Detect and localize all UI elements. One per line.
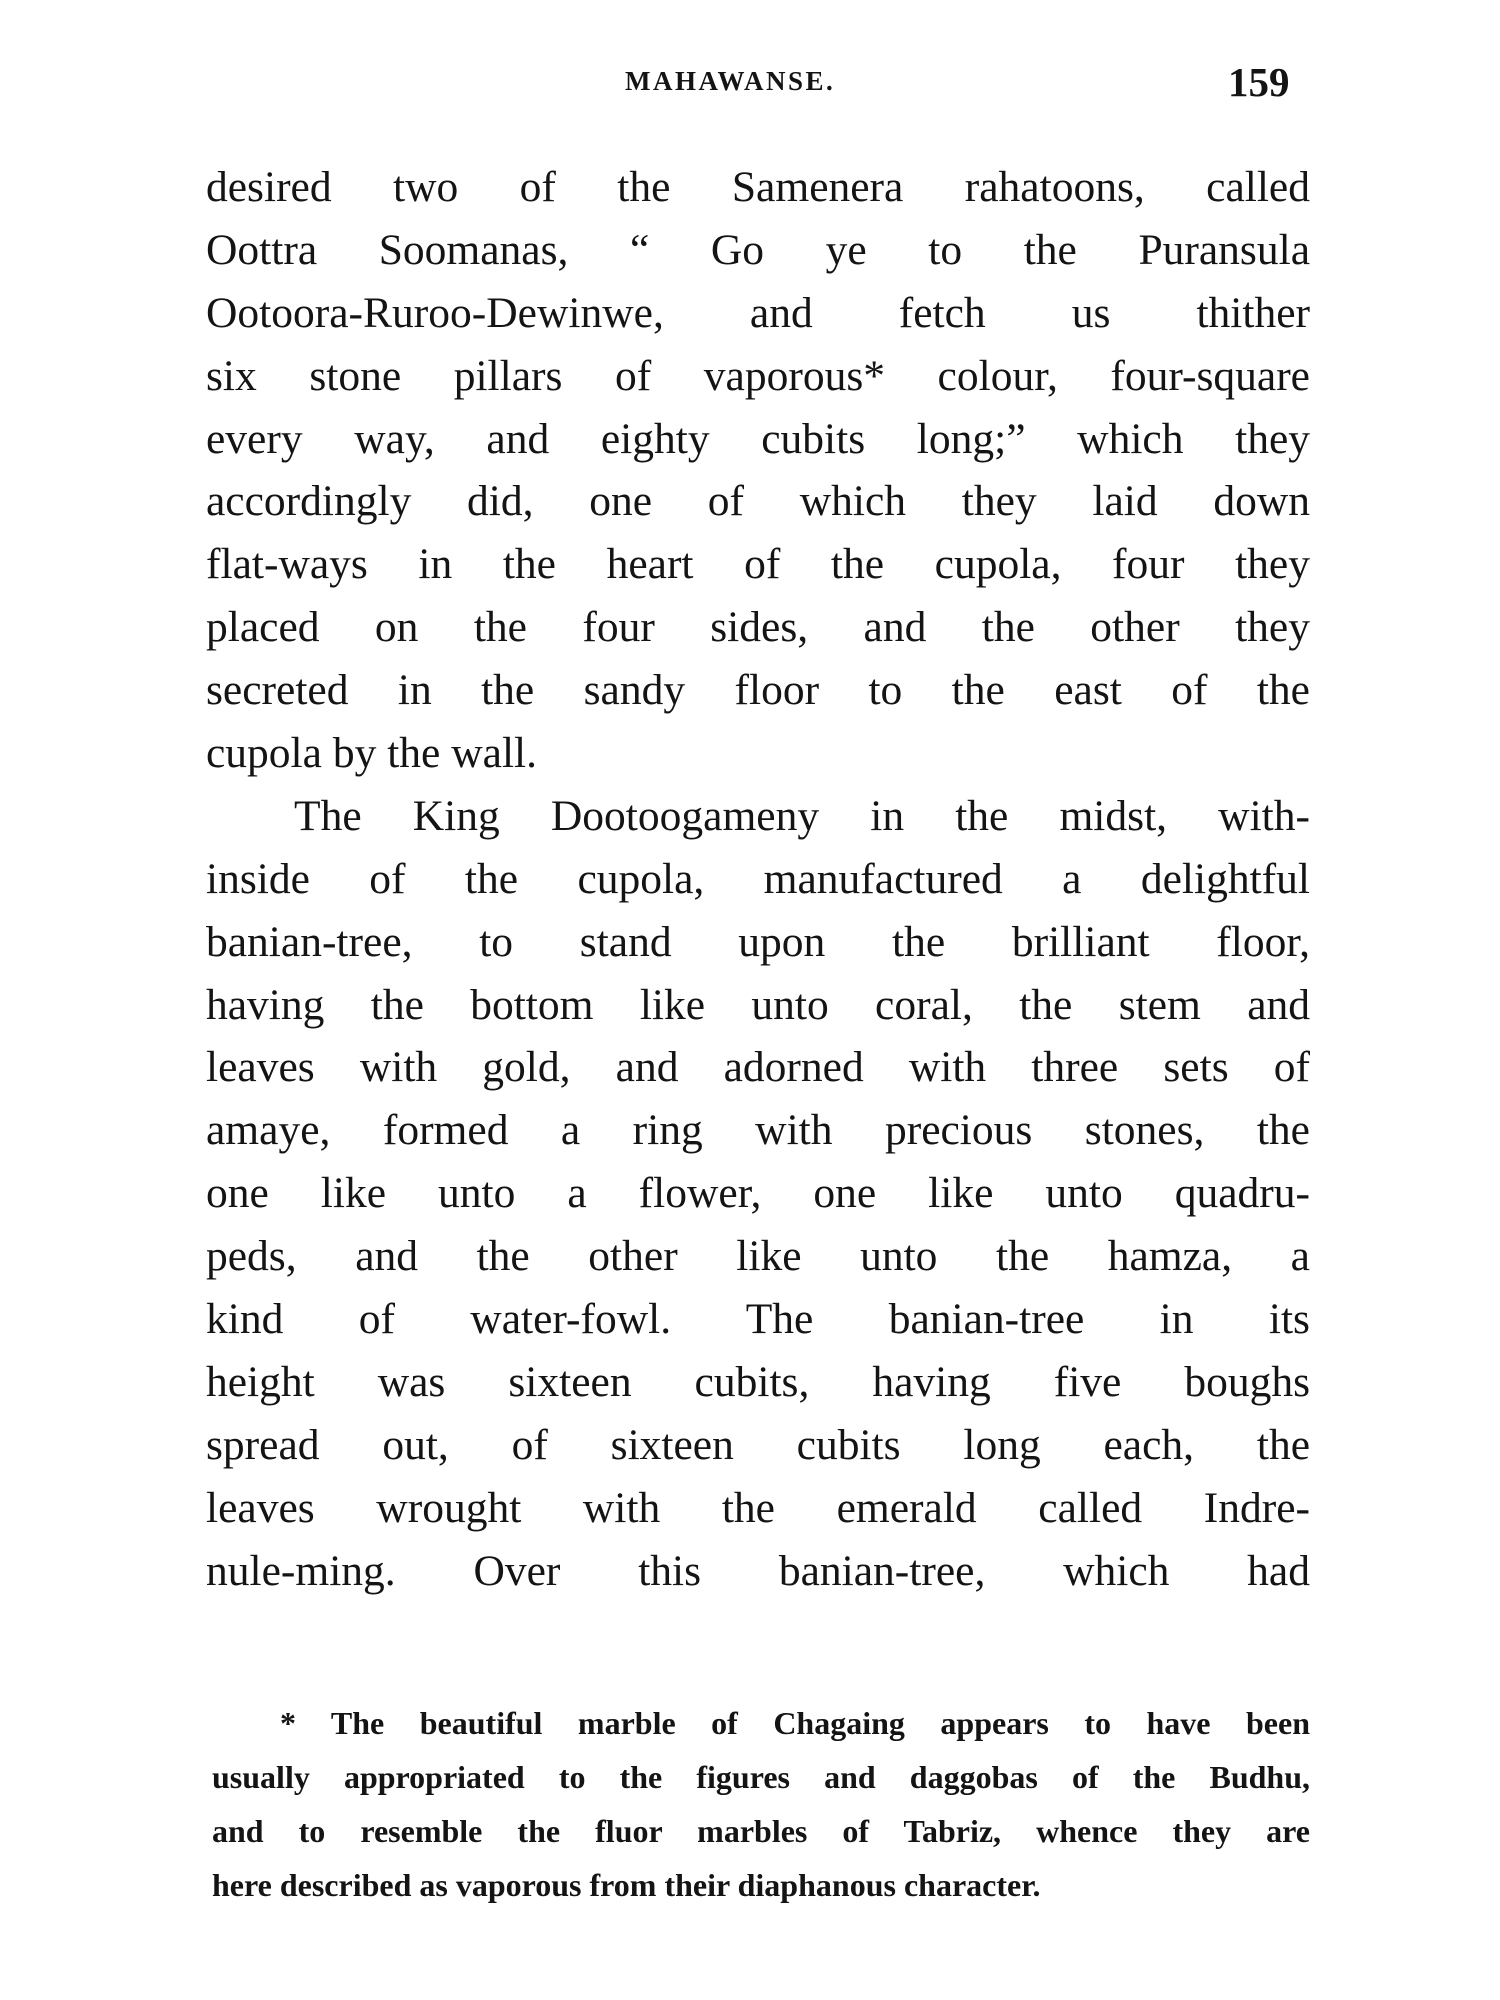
- text-line: accordingly did, one of which they laid down: [206, 477, 1310, 526]
- text-line: spread out, of sixteen cubits long each, the: [206, 1420, 1310, 1469]
- footnote-line: * The beautiful marble of Chagaing appears to have been: [280, 1705, 1310, 1741]
- text-line: The King Dootoogameny in the midst, with-: [294, 791, 1310, 840]
- text-line: height was sixteen cubits, having five boughs: [206, 1357, 1310, 1406]
- footnote: [212, 1696, 1310, 1912]
- text-line: leaves with gold, and adorned with three sets of: [206, 1043, 1310, 1092]
- text-line: inside of the cupola, manufactured a delightful: [206, 854, 1310, 903]
- text-line: leaves wrought with the emerald called Indre-: [206, 1483, 1310, 1532]
- text-line: desired two of the Samenera rahatoons, called: [206, 163, 1310, 211]
- running-header: [0, 58, 1500, 108]
- page-number: 159: [1228, 59, 1290, 105]
- text-line: every way, and eighty cubits long;” which they: [206, 414, 1310, 463]
- text-line: one like unto a flower, one like unto quadru-: [206, 1169, 1310, 1218]
- text-line: peds, and the other like unto the hamza, a: [206, 1232, 1310, 1281]
- running-title: MAHAWANSE.: [625, 66, 836, 96]
- text-line: Oottra Soomanas, “ Go ye to the Puransula: [206, 225, 1310, 274]
- footnote-line: here described as vaporous from their diaphanous character.: [212, 1867, 1041, 1903]
- text-line: kind of water-fowl. The banian-tree in its: [206, 1295, 1310, 1344]
- text-line: cupola by the wall.: [206, 729, 537, 778]
- body-text: [206, 156, 1310, 1602]
- text-line: nule-ming. Over this banian-tree, which had: [206, 1546, 1310, 1595]
- text-line: placed on the four sides, and the other they: [206, 603, 1310, 652]
- text-line: flat-ways in the heart of the cupola, four they: [206, 540, 1310, 589]
- footnote-line: and to resemble the fluor marbles of Tabriz, whence they are: [212, 1813, 1310, 1849]
- text-line: secreted in the sandy floor to the east of the: [206, 666, 1310, 715]
- text-line: amaye, formed a ring with precious stones, the: [206, 1106, 1310, 1155]
- footnote-line: usually appropriated to the figures and daggobas of the Budhu,: [212, 1759, 1310, 1795]
- text-line: six stone pillars of vaporous* colour, four-square: [206, 351, 1310, 400]
- text-line: having the bottom like unto coral, the stem and: [206, 980, 1310, 1029]
- text-line: banian-tree, to stand upon the brilliant floor,: [206, 917, 1310, 966]
- text-line: Ootoora-Ruroo-Dewinwe, and fetch us thither: [206, 288, 1310, 337]
